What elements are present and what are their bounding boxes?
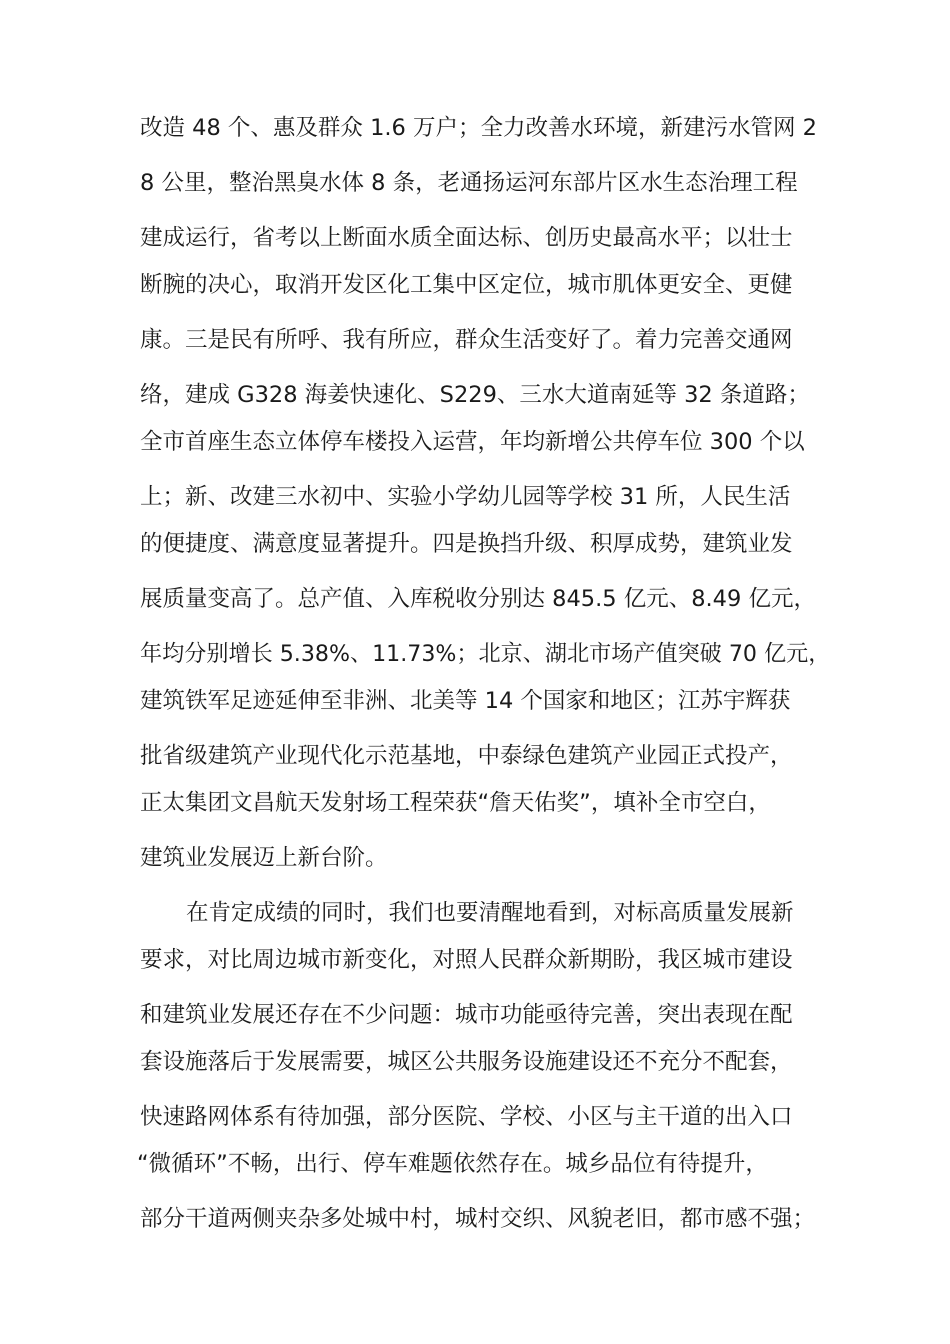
text-line: 正太集团文昌航天发射场工程荣获“詹天佑奖”，填补全市空白， — [140, 790, 771, 816]
text-line: 建成运行，省考以上断面水质全面达标、创历史最高水平；以壮士 — [140, 225, 793, 251]
text-line: 快速路网体系有待加强，部分医院、学校、小区与主干道的出入口 — [140, 1104, 793, 1130]
text-line: 部分干道两侧夹杂多处城中村，城村交织、风貌老旧，都市感不强； — [140, 1206, 816, 1232]
text-line: 改造 48 个、惠及群众 1.6 万户；全力改善水环境，新建污水管网 2 — [140, 115, 817, 141]
text-line: 8 公里，整治黑臭水体 8 条，老通扬运河东部片区水生态治理工程 — [140, 170, 798, 196]
text-line: 展质量变高了。总产值、入库税收分别达 845.5 亿元、8.49 亿元， — [140, 586, 816, 612]
text-line: 套设施落后于发展需要，城区公共服务设施建设还不充分不配套， — [140, 1049, 793, 1075]
text-line: 康。三是民有所呼、我有所应，群众生活变好了。着力完善交通网 — [140, 327, 793, 353]
text-line: 年均分别增长 5.38%、11.73%；北京、湖北市场产值突破 70 亿元， — [140, 641, 831, 667]
text-line: 全市首座生态立体停车楼投入运营，年均新增公共停车位 300 个以 — [140, 429, 805, 455]
text-line: 建筑业发展迈上新台阶。 — [140, 845, 388, 871]
text-line: 断腕的决心，取消开发区化工集中区定位，城市肌体更安全、更健 — [140, 272, 793, 298]
text-line: 在肯定成绩的同时，我们也要清醒地看到，对标高质量发展新 — [186, 900, 794, 926]
text-line: “微循环”不畅，出行、停车难题依然存在。城乡品位有待提升， — [137, 1151, 768, 1177]
text-line: 和建筑业发展还存在不少问题：城市功能亟待完善，突出表现在配 — [140, 1002, 793, 1028]
text-line: 络，建成 G328 海姜快速化、S229、三水大道南延等 32 条道路； — [140, 382, 810, 408]
text-line: 要求，对比周边城市新变化，对照人民群众新期盼，我区城市建设 — [140, 947, 793, 973]
text-line: 上；新、改建三水初中、实验小学幼儿园等学校 31 所，人民生活 — [140, 484, 791, 510]
text-line: 建筑铁军足迹延伸至非洲、北美等 14 个国家和地区；江苏宇辉获 — [140, 688, 791, 714]
text-line: 批省级建筑产业现代化示范基地，中泰绿色建筑产业园正式投产， — [140, 743, 793, 769]
text-line: 的便捷度、满意度显著提升。四是换挡升级、积厚成势，建筑业发 — [140, 531, 793, 557]
